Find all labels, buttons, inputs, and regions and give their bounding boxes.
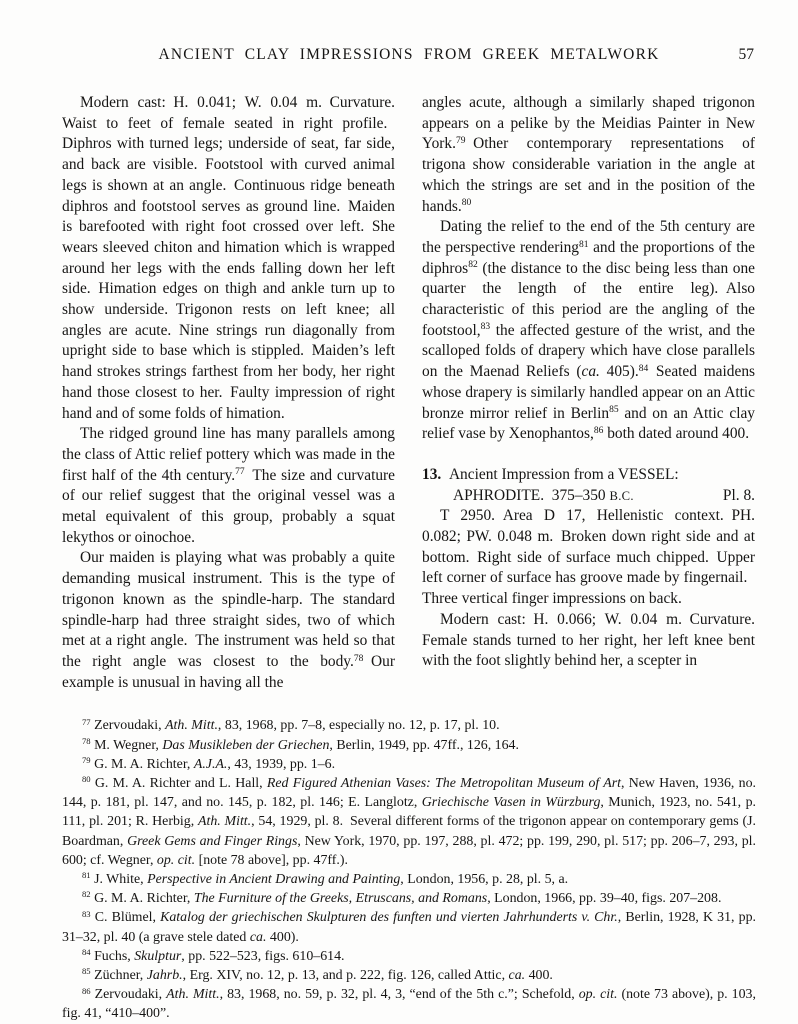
text-run: 400. (525, 968, 553, 984)
entry-heading (422, 465, 755, 486)
footnote-marker: 83 (480, 321, 491, 333)
entry-subheading (422, 486, 755, 507)
footnote-number: 81 (82, 870, 91, 881)
text-run: Seated maidens whose drapery is similarly handled appear on an Attic bronze mirror relief in Berlin (422, 363, 755, 422)
text-run: , Berlin, 1928, K 31, pp. 31–32, pl. 40 (a grave stele dated (62, 910, 757, 945)
text-run: , 43, 1939, pp. 1–6. (227, 756, 336, 772)
text-run: Our example is unusual in having all the (62, 652, 395, 691)
text-run: Katalog der griechischen Skulpturen des funften und vierten Jahrhunderts v. Chr. (160, 910, 618, 926)
footnote-number: 79 (82, 755, 91, 766)
text-run: ca. (508, 968, 526, 984)
text-run: , Erg. XIV, no. 12, p. 13, and p. 222, fig. 126, called Attic, (182, 968, 509, 984)
text-run: Other contemporary representations of trigona show considerable variation in the angle at which the strings are set and in the position of the hands. (422, 135, 755, 215)
footnote-number: 82 (82, 889, 91, 900)
left-column (62, 93, 395, 693)
text-run: op. cit. (578, 987, 618, 1003)
footnote-marker: 77 (235, 466, 245, 478)
text-run: , London, 1966, pp. 39–40, figs. 207–208. (487, 891, 722, 907)
text-run: ca. (249, 929, 267, 945)
footnote (62, 716, 756, 735)
text-run: (the distance to the disc being less than one quarter the length of the entire leg). Also characteristic of this period are the angling of the footstool, (422, 259, 755, 339)
footnote-marker: 79 (455, 135, 466, 147)
body-paragraph (422, 217, 755, 445)
text-run: , New York, 1970, pp. 197, 288, pl. 472; pp. 199, 290, pl. 517; pp. 206–7, 293, pl. 600; cf. Wegner, (62, 833, 756, 868)
text-run: B.C. (609, 488, 634, 503)
page-header-title: ANCIENT CLAY IMPRESSIONS FROM GREEK METALWORK (158, 46, 660, 63)
plate-reference: Pl. 8. (722, 486, 755, 504)
text-run: G. M. A. Richter, (90, 756, 194, 772)
text-run: Dating the relief to the end of the 5th century are the perspective rendering (422, 218, 755, 256)
footnote-marker: 78 (353, 652, 364, 664)
text-run: and the proportions of the diphros (422, 238, 755, 277)
footnote-number: 78 (82, 735, 91, 746)
text-run: Züchner, (90, 968, 147, 984)
footnote-number: 83 (82, 908, 91, 919)
body-paragraph (62, 548, 395, 693)
text-run: G. M. A. Richter and L. Hall, (90, 776, 267, 791)
text-run: , 83, 1968, pp. 7–8, especially no. 12, p. 17, pl. 10. (217, 718, 500, 734)
text-run: the affected gesture of the wrist, and the scalloped folds of drapery which have close parallels on the Maenad Reliefs ( (422, 321, 755, 381)
text-run: The Furniture of the Greeks, Etruscans, and Romans (193, 891, 488, 907)
text-run: Skulptur (134, 948, 182, 964)
text-run: Greek Gems and Finger Rings (127, 833, 298, 849)
text-run: Ath. Mitt. (165, 718, 218, 734)
entry-paragraphs (422, 506, 755, 672)
text-run: , New Haven, 1936, no. 144, p. 181, pl. 147, and no. 145, p. 182, pl. 146; E. Langlotz, (62, 776, 756, 811)
footnote (62, 870, 756, 889)
text-run: , 83, 1968, no. 59, p. 32, pl. 4, 3, “end of the 5th c.”; Schefold, (219, 987, 579, 1003)
text-run: Fuchs, (90, 948, 135, 964)
text-run: Modern cast: H. 0.066; W. 0.04 m. Curvature. Female stands turned to her right, her left knee bent with the foot slightly behind her, a scepter in (422, 610, 755, 670)
running-head (62, 46, 756, 66)
footnote-marker: 82 (468, 259, 478, 271)
text-run: A.J.A. (193, 756, 228, 772)
text-run: , Berlin, 1949, pp. 47ff., 126, 164. (329, 737, 519, 753)
text-run: both dated around 400. (603, 425, 750, 443)
text-run: Perspective in Ancient Drawing and Painting (147, 872, 401, 888)
text-run: C. Blümel, (90, 910, 161, 926)
text-run: Modern cast: H. 0.041; W. 0.04 m. Curvature. Waist to feet of female seated in right profile. Diphros with turned legs; underside of seat, far side, and back are visible. Footstool with curved animal legs is shown at an angle. Continuous ridge beneath diphros and footstool serves as ground line. Maiden is barefooted with right foot crossed over left. She wears sleeved chiton and himation which is wrapped around her legs with the ends falling down her left side. Himation edges on thigh and ankle turn up to show underside. Trigonon rests on left knee; all angles are acute. Nine strings run diagonally from upright side to base which is stippled. Maiden’s left hand strokes strings farthest from her body, her right hand those closest to her. Faulty impression of right hand and of some folds of himation. (62, 94, 395, 422)
page-number: 57 (738, 46, 754, 63)
text-run: The ridged ground line has many parallels among the class of Attic relief pottery which was made in the first half of the 4th century. (62, 425, 395, 484)
text-run: Our maiden is playing what was probably a quite demanding musical instrument. This is the type of trigonon known as the spindle-harp. The standard spindle-harp had three straight sides, two of which met at a right angle. The instrument was held so that the right angle was closest to the body. (62, 549, 395, 670)
text-run: 405). (599, 363, 639, 381)
text-run: (note 73 above), p. 103, fig. 41, “410–400”. (62, 987, 756, 1022)
text-run: Ancient Impression from a VESSEL: (441, 465, 679, 483)
footnote-marker: 84 (638, 362, 649, 374)
text-run: op. cit. (156, 852, 196, 868)
footnote-marker: 80 (461, 197, 472, 209)
text-run: Zervoudaki, (90, 718, 166, 734)
text-run: Jahrb. (146, 968, 183, 984)
footnote (62, 966, 756, 985)
text-run: G. M. A. Richter, (90, 891, 194, 907)
footnote (62, 947, 756, 966)
text-run: The size and curvature of our relief suggest that the original vessel was a metal equivalent of this group, probably a squat lekythos or oinochoe. (62, 466, 396, 546)
footnote (62, 755, 756, 774)
text-run: Das Musikleben der Griechen (162, 737, 330, 753)
text-run: angles acute, although a similarly shaped trigonon appears on a pelike by the Meidias Painter in New York. (422, 94, 755, 153)
text-run: M. Wegner, (90, 737, 163, 753)
footnote-number: 85 (82, 966, 91, 977)
text-run: , London, 1956, p. 28, pl. 5, a. (400, 872, 569, 888)
text-run: , 54, 1929, pl. 8. Several different forms of the trigonon appear on contemporary gems (J. Boardman, (62, 814, 756, 849)
text-run: Griechische Vasen in Würzburg (421, 795, 601, 811)
footnote-number: 77 (82, 716, 91, 727)
text-columns (62, 93, 756, 693)
text-run: Red Figured Athenian Vases: The Metropolitan Museum of Art (266, 776, 621, 791)
footnote-marker: 81 (579, 238, 589, 250)
footnote (62, 889, 756, 908)
right-column (422, 93, 755, 693)
footnote (62, 908, 756, 946)
footnote (62, 774, 756, 870)
text-run: Ath. Mitt. (197, 814, 252, 830)
footnotes-section (62, 716, 756, 1023)
entry-subtitle (453, 486, 634, 507)
body-paragraph (422, 610, 755, 672)
text-run: T 2950. Area D 17, Hellenistic context. PH. 0.082; PW. 0.048 m. Broken down right side and at bottom. Right side of surface much chipped. Upper left corner of surface has groove made by fingernail. Three vertical finger impressions on back. (422, 507, 755, 608)
footnote (62, 736, 756, 755)
text-run: ca. (581, 363, 600, 381)
body-paragraph (422, 93, 755, 217)
text-run: APHRODITE. 375–350 (453, 486, 610, 504)
footnote-marker: 86 (593, 425, 604, 436)
body-paragraph (422, 506, 755, 610)
text-run: and on an Attic clay relief vase by Xenophantos, (422, 404, 755, 443)
footnote-number: 86 (82, 985, 91, 996)
footnote (62, 985, 756, 1023)
text-run: , Munich, 1923, no. 541, p. 111, pl. 201; R. Herbig, (62, 795, 756, 830)
catalogue-entry-13 (422, 465, 755, 672)
text-run: Ath. Mitt. (166, 987, 220, 1003)
footnote-number: 80 (82, 774, 91, 785)
text-run: 400). (266, 929, 299, 945)
right-column-top-paragraphs (422, 93, 755, 445)
footnote-number: 84 (82, 947, 91, 958)
body-paragraph (62, 93, 395, 424)
body-paragraph (62, 424, 395, 548)
text-run: 13. (422, 465, 442, 483)
text-run: , pp. 522–523, figs. 610–614. (181, 948, 345, 964)
text-run: [note 78 above], pp. 47ff.). (195, 852, 348, 868)
text-run: Zervoudaki, (90, 987, 167, 1003)
footnote-marker: 85 (609, 404, 619, 416)
text-run: J. White, (90, 872, 148, 888)
